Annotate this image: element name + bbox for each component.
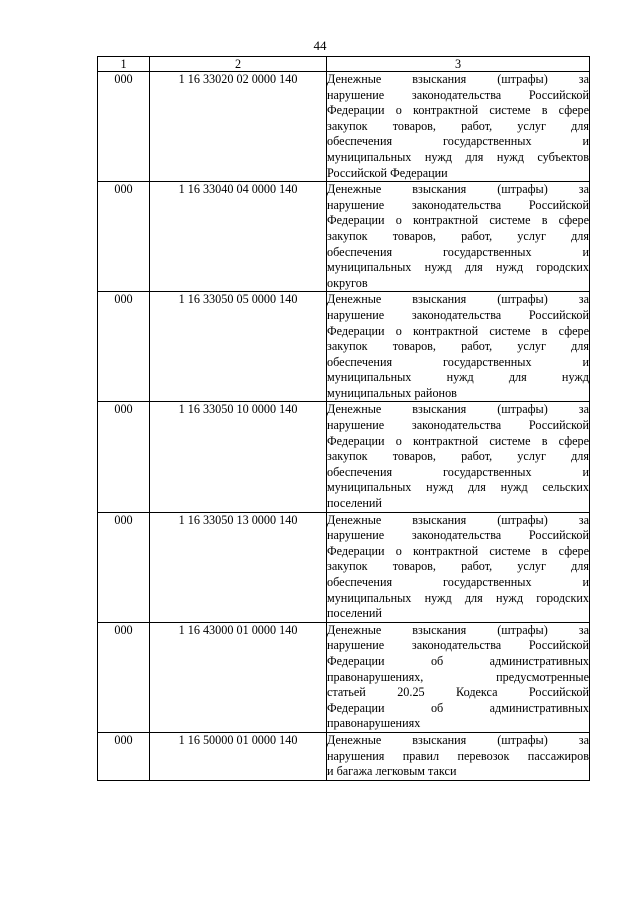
admin-code-cell: 000 <box>98 292 150 402</box>
description-line: нарушение законодательства Российской <box>327 638 589 653</box>
description-cell <box>327 72 590 182</box>
description-cell <box>327 732 590 780</box>
description-line: Денежные взыскания (штрафы) за <box>327 72 589 86</box>
description-line: Федерации о контрактной системе в сфере <box>327 103 589 118</box>
description-line: нарушение законодательства Российской <box>327 528 589 543</box>
description-line: обеспечения государственных и <box>327 134 589 149</box>
description-cell <box>327 292 590 402</box>
description-line: Федерации о контрактной системе в сфере <box>327 323 589 338</box>
description-line: Федерации об административных <box>327 653 589 668</box>
description-line: Денежные взыскания (штрафы) за <box>327 182 589 197</box>
budget-code-cell: 1 16 33040 04 0000 140 <box>150 182 327 292</box>
description-line: обеспечения государственных и <box>327 464 589 479</box>
admin-code-cell: 000 <box>98 622 150 732</box>
admin-code-cell: 000 <box>98 182 150 292</box>
description-line: нарушения правил перевозок пассажиров <box>327 748 589 763</box>
budget-code-cell: 1 16 33050 13 0000 140 <box>150 512 327 622</box>
description-cell <box>327 182 590 292</box>
description-line: Федерации о контрактной системе в сфере <box>327 433 589 448</box>
description-line: закупок товаров, работ, услуг для <box>327 559 589 574</box>
description-line: муниципальных нужд для нужд субъектов <box>327 149 589 164</box>
description-line: поселений <box>327 496 382 511</box>
description-line: правонарушениях, предусмотренные <box>327 669 589 684</box>
description-cell <box>327 622 590 732</box>
table-row <box>98 72 590 182</box>
description-line: правонарушениях <box>327 716 421 731</box>
description-line: Денежные взыскания (штрафы) за <box>327 732 589 747</box>
description-line: закупок товаров, работ, услуг для <box>327 339 589 354</box>
description-line: закупок товаров, работ, услуг для <box>327 449 589 464</box>
description-cell <box>327 512 590 622</box>
budget-code-cell: 1 16 33050 05 0000 140 <box>150 292 327 402</box>
description-line: нарушение законодательства Российской <box>327 197 589 212</box>
table-header-row <box>98 57 590 72</box>
column-header-3: 3 <box>327 57 590 72</box>
admin-code-cell: 000 <box>98 512 150 622</box>
description-line: нарушение законодательства Российской <box>327 418 589 433</box>
description-line: обеспечения государственных и <box>327 575 589 589</box>
table-row <box>98 402 590 512</box>
table-row <box>98 512 590 622</box>
description-line: Федерации о контрактной системе в сфере <box>327 213 589 228</box>
description-line: муниципальных нужд для нужд городских <box>327 260 589 275</box>
table-row <box>98 732 590 780</box>
budget-code-cell: 1 16 33020 02 0000 140 <box>150 72 327 182</box>
description-line: муниципальных нужд для нужд сельских <box>327 480 589 495</box>
budget-codes-table <box>97 56 590 781</box>
budget-code-cell: 1 16 50000 01 0000 140 <box>150 732 327 780</box>
table-row <box>98 182 590 292</box>
description-line: Денежные взыскания (штрафы) за <box>327 402 589 417</box>
description-line: закупок товаров, работ, услуг для <box>327 118 589 133</box>
table-row <box>98 292 590 402</box>
description-line: нарушение законодательства Российской <box>327 87 589 102</box>
description-line: Федерации об административных <box>327 700 589 715</box>
page-number: 44 <box>313 38 327 53</box>
budget-code-cell: 1 16 33050 10 0000 140 <box>150 402 327 512</box>
description-line: обеспечения государственных и <box>327 244 589 259</box>
description-line: Денежные взыскания (штрафы) за <box>327 292 589 307</box>
description-line: обеспечения государственных и <box>327 354 589 369</box>
description-line: Российской Федерации <box>327 165 448 180</box>
table-body <box>98 72 590 781</box>
admin-code-cell: 000 <box>98 72 150 182</box>
description-line: Федерации о контрактной системе в сфере <box>327 543 589 558</box>
description-line: статьей 20.25 Кодекса Российской <box>327 685 589 700</box>
description-line: закупок товаров, работ, услуг для <box>327 228 589 243</box>
column-header-1: 1 <box>98 57 150 72</box>
budget-code-cell: 1 16 43000 01 0000 140 <box>150 622 327 732</box>
description-line: Денежные взыскания (штрафы) за <box>327 512 589 527</box>
description-line: нарушение законодательства Российской <box>327 307 589 322</box>
column-header-2: 2 <box>150 57 327 72</box>
description-line: и багажа легковым такси <box>327 764 457 779</box>
description-cell <box>327 402 590 512</box>
table-row <box>98 622 590 732</box>
description-line: муниципальных нужд для нужд городских <box>327 590 589 605</box>
description-line: округов <box>327 275 368 290</box>
admin-code-cell: 000 <box>98 402 150 512</box>
description-line: Денежные взыскания (штрафы) за <box>327 622 589 637</box>
description-line: муниципальных нужд для нужд <box>327 370 589 385</box>
description-line: муниципальных районов <box>327 385 457 400</box>
admin-code-cell: 000 <box>98 732 150 780</box>
description-line: поселений <box>327 606 382 621</box>
